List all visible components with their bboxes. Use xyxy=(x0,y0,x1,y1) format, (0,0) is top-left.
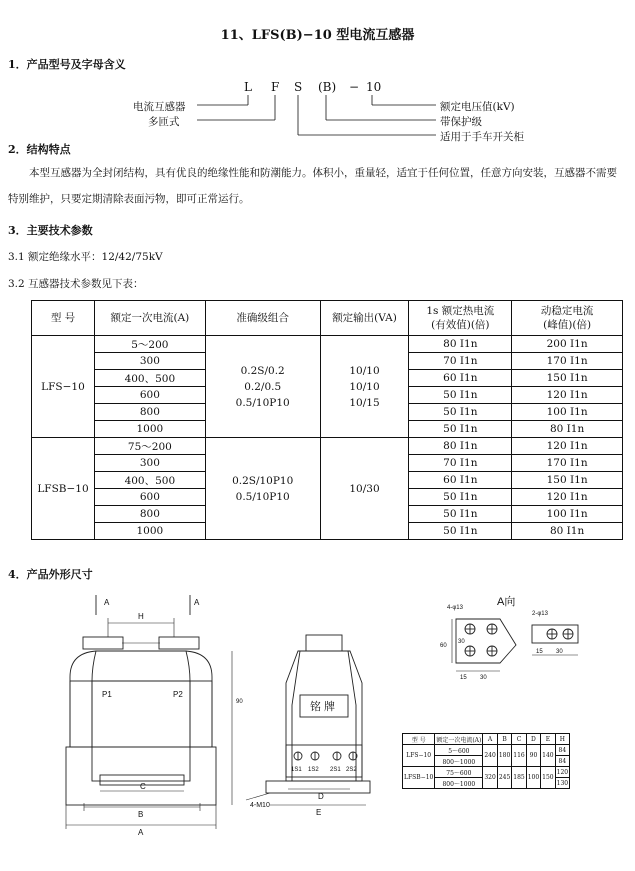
label-protection-class: 带保护级 xyxy=(440,116,482,128)
table-row xyxy=(32,438,623,455)
dim-col-b: B xyxy=(497,734,511,745)
col-primary-current: 额定一次电流(A) xyxy=(94,301,205,336)
page-title: 11、LFS(B)−10 型电流互感器 xyxy=(220,28,415,43)
dim-30-vertical-label: 30 xyxy=(458,639,465,645)
label-current-transformer: 电流互感器 xyxy=(133,101,186,113)
accuracy-line: 0.5/10P10 xyxy=(235,490,290,503)
terminal-1s1-label: 1S1 xyxy=(291,767,302,773)
thermal-cell: 70 I1n xyxy=(409,455,512,472)
dim-col-model: 型 号 xyxy=(403,734,435,745)
dim-h-cell: 120 xyxy=(556,768,569,776)
dynamic-cell: 150 I1n xyxy=(512,472,623,489)
current-cell: 400、500 xyxy=(94,472,205,489)
dim-col-c: C xyxy=(512,734,526,745)
accuracy-line: 0.2S/10P10 xyxy=(232,474,294,487)
dim-col-e: E xyxy=(541,734,555,745)
table-row xyxy=(403,767,570,778)
thermal-cell: 50 I1n xyxy=(409,387,512,404)
dynamic-cell: 120 I1n xyxy=(512,387,623,404)
current-cell: 5～200 xyxy=(94,336,205,353)
dynamic-cell: 120 I1n xyxy=(512,489,623,506)
thermal-cell: 50 I1n xyxy=(409,489,512,506)
accuracy-line: 0.2/0.5 xyxy=(244,380,282,393)
view-a-four-hole-plate xyxy=(456,619,516,663)
dim-h-cell: 84 xyxy=(555,756,569,767)
dim-e-cell: 140 xyxy=(541,745,555,767)
dim-e-label: E xyxy=(316,808,322,817)
dim-a-label: A xyxy=(138,828,144,837)
current-cell: 800 xyxy=(94,506,205,523)
four-holes-label: 4-φ13 xyxy=(447,605,463,611)
dynamic-cell: 80 I1n xyxy=(512,523,623,540)
dynamic-cell: 150 I1n xyxy=(512,370,623,387)
side-terminal xyxy=(306,635,342,651)
code-letter-s: S xyxy=(294,80,303,94)
dim-15-label-b: 15 xyxy=(536,649,543,655)
terminal-2s1-label: 2S1 xyxy=(330,767,341,773)
current-cell: 600 xyxy=(94,489,205,506)
output-line: 10/10 xyxy=(349,380,380,393)
two-holes-label: 2-φ13 xyxy=(532,611,548,617)
dim-90-label: 90 xyxy=(236,699,243,705)
thermal-cell: 80 I1n xyxy=(409,438,512,455)
outline-drawings xyxy=(0,585,635,871)
dim-15-label-a: 15 xyxy=(460,675,467,681)
table-row xyxy=(32,336,623,353)
spec-table xyxy=(31,300,623,540)
dim-h-cell: 84 xyxy=(555,745,569,756)
section-heading-2: 2．结构特点 xyxy=(8,143,71,156)
output-line: 10/30 xyxy=(349,482,380,495)
dim-col-a: A xyxy=(483,734,497,745)
transformer-body xyxy=(70,681,212,747)
dim-30-label-a: 30 xyxy=(480,675,487,681)
thermal-cell: 80 I1n xyxy=(409,336,512,353)
code-letter-f: F xyxy=(271,80,280,94)
table-row xyxy=(403,745,570,756)
output-cell xyxy=(320,336,409,438)
model-code-lines xyxy=(0,80,635,136)
section-label-a-right: A xyxy=(194,598,200,607)
bolt-label: 4-M10 xyxy=(250,802,270,809)
output-line: 10/10 xyxy=(349,364,380,377)
thermal-cell: 60 I1n xyxy=(409,472,512,489)
current-cell: 1000 xyxy=(94,421,205,438)
table-intro: 3.2 互感器技术参数见下表： xyxy=(8,278,144,290)
insulation-level: 3.1 额定绝缘水平：12/42/75kV xyxy=(8,251,163,263)
section-heading-3: 3．主要技术参数 xyxy=(8,224,93,237)
dim-current-cell: 800～1000 xyxy=(435,756,483,767)
dim-h-label: H xyxy=(138,612,144,621)
dim-current-cell: 800～1000 xyxy=(435,778,483,789)
dim-a-cell: 240 xyxy=(483,745,497,767)
section-heading-4: 4．产品外形尺寸 xyxy=(8,568,93,581)
dimension-table xyxy=(402,733,570,789)
current-cell: 800 xyxy=(94,404,205,421)
label-multi-turn: 多匝式 xyxy=(148,116,180,128)
dynamic-cell: 170 I1n xyxy=(512,455,623,472)
col-accuracy: 准确级组合 xyxy=(205,301,320,336)
current-cell: 300 xyxy=(94,455,205,472)
dim-col-h: H xyxy=(555,734,569,745)
dim-h-cell: 130 xyxy=(556,779,569,787)
terminal-2s2-label: 2S2 xyxy=(346,767,357,773)
accuracy-line: 0.5/10P10 xyxy=(235,396,290,409)
section-label-a-left: A xyxy=(104,598,110,607)
dim-d-cell: 100 xyxy=(526,767,540,789)
dim-60-label: 60 xyxy=(440,643,447,649)
dim-b-cell: 180 xyxy=(497,745,511,767)
label-handcart-switchgear: 适用于手车开关柜 xyxy=(440,131,524,143)
dim-table-header xyxy=(403,734,570,745)
code-letter-l: L xyxy=(244,80,252,94)
thermal-cell: 60 I1n xyxy=(409,370,512,387)
current-cell: 75～200 xyxy=(94,438,205,455)
label-rated-voltage: 额定电压值(kV) xyxy=(440,101,515,113)
thermal-cell: 50 I1n xyxy=(409,421,512,438)
output-line: 10/15 xyxy=(349,396,380,409)
dim-model-cell: LFSB−10 xyxy=(403,767,435,789)
dim-d-cell: 90 xyxy=(526,745,540,767)
primary-terminal-right xyxy=(159,637,199,649)
dim-b-cell: 245 xyxy=(497,767,511,789)
terminal-p2-label: P2 xyxy=(173,690,183,699)
primary-terminal-left xyxy=(83,637,123,649)
dim-e-cell: 150 xyxy=(541,767,555,789)
transformer-body-top xyxy=(70,651,212,747)
dim-d-label: D xyxy=(318,792,324,801)
accuracy-cell xyxy=(205,438,320,540)
accuracy-line: 0.2S/0.2 xyxy=(240,364,285,377)
view-a-title: A向 xyxy=(497,596,516,608)
thermal-cell: 50 I1n xyxy=(409,523,512,540)
current-cell: 600 xyxy=(94,387,205,404)
dim-current-cell: 5～600 xyxy=(435,745,483,756)
dim-current-cell: 75～600 xyxy=(435,767,483,778)
current-cell: 1000 xyxy=(94,523,205,540)
code-voltage: 10 xyxy=(366,80,382,94)
current-cell: 400、500 xyxy=(94,370,205,387)
dim-col-current: 额定一次电流(A) xyxy=(435,734,483,745)
dim-30-label-b: 30 xyxy=(556,649,563,655)
col-model: 型 号 xyxy=(32,301,95,336)
dim-c-cell: 185 xyxy=(512,767,526,789)
dim-c-cell: 116 xyxy=(512,745,526,767)
col-dynamic-current: 动稳定电流 (峰值)(倍) xyxy=(512,301,623,336)
current-cell: 300 xyxy=(94,353,205,370)
terminal-1s2-label: 1S2 xyxy=(308,767,319,773)
dim-model-cell: LFS−10 xyxy=(403,745,435,767)
section-heading-1: 1．产品型号及字母含义 xyxy=(8,58,126,71)
dynamic-cell: 100 I1n xyxy=(512,506,623,523)
dim-c-label: C xyxy=(140,782,146,791)
dim-a-cell: 320 xyxy=(483,767,497,789)
dynamic-cell: 80 I1n xyxy=(512,421,623,438)
model-cell: LFS−10 xyxy=(32,336,95,438)
col-thermal-current: 1s 额定热电流 (有效值)(倍) xyxy=(409,301,512,336)
code-letter-b: (B) xyxy=(318,80,337,94)
dim-b-label: B xyxy=(138,810,144,819)
dynamic-cell: 170 I1n xyxy=(512,353,623,370)
model-cell: LFSB−10 xyxy=(32,438,95,540)
terminal-p1-label: P1 xyxy=(102,690,112,699)
output-cell xyxy=(320,438,409,540)
spec-table-header xyxy=(32,301,623,336)
code-dash: − xyxy=(349,80,360,94)
thermal-cell: 70 I1n xyxy=(409,353,512,370)
dim-col-d: D xyxy=(526,734,540,745)
dynamic-cell: 100 I1n xyxy=(512,404,623,421)
model-code-diagram xyxy=(0,80,635,143)
thermal-cell: 50 I1n xyxy=(409,506,512,523)
col-output: 额定输出(VA) xyxy=(320,301,409,336)
dynamic-cell: 120 I1n xyxy=(512,438,623,455)
structure-paragraph: 本型互感器为全封闭结构，具有优良的绝缘性能和防潮能力。体积小，重量轻，适宜于任何位置，任意方向安装，互感器不需要特别维护，只要定期清除表面污物，即可正常运行。 xyxy=(8,167,617,205)
dynamic-cell: 200 I1n xyxy=(512,336,623,353)
accuracy-cell xyxy=(205,336,320,438)
transformer-base xyxy=(66,747,216,805)
thermal-cell: 50 I1n xyxy=(409,404,512,421)
nameplate-label: 铭 牌 xyxy=(310,701,336,713)
